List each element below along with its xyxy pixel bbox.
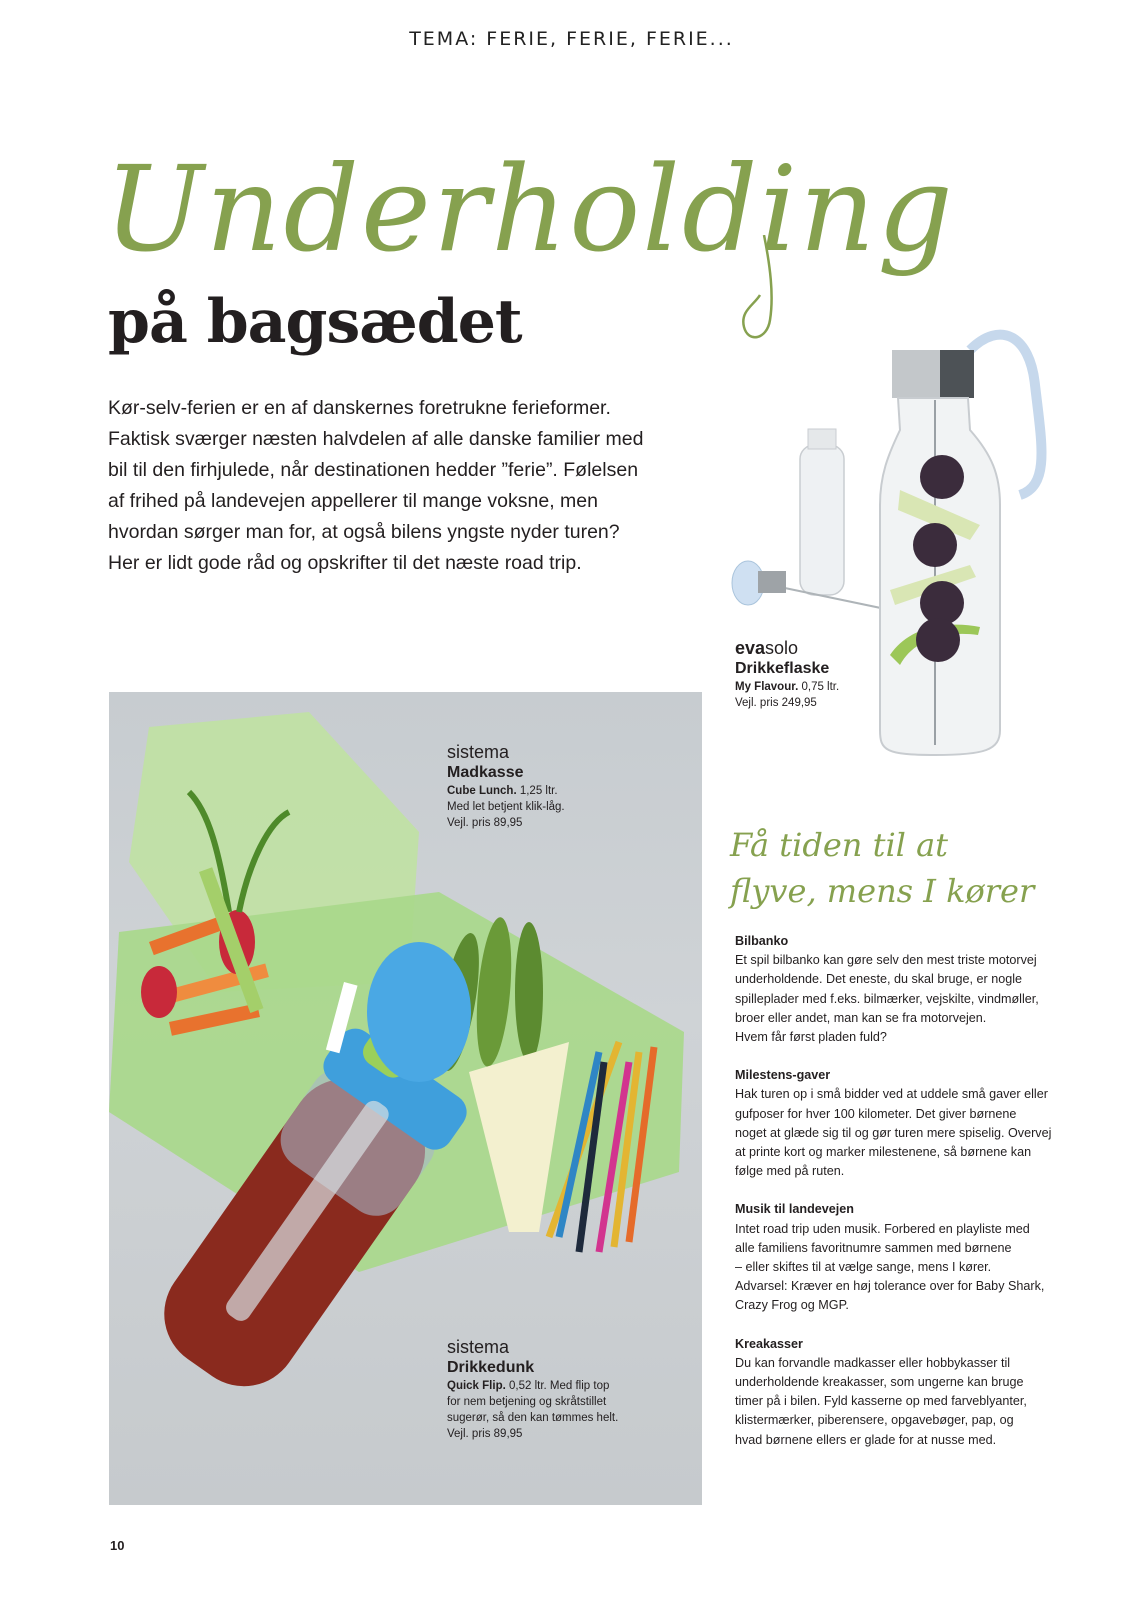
product-description: sugerør, så den kan tømmes helt. xyxy=(447,1412,619,1424)
tip-line: at printe kort og marker milestenene, så børnene kan xyxy=(735,1145,1032,1160)
product-spec xyxy=(447,1378,667,1394)
tip-bilbanko xyxy=(735,932,1055,1047)
product-model: Quick Flip. xyxy=(447,1380,506,1392)
tips-heading-line: Få tiden til at xyxy=(730,826,949,864)
brand-part: solo xyxy=(765,638,799,658)
tip-musik-til-landevejen xyxy=(735,1200,1055,1315)
page-number: 10 xyxy=(110,1538,125,1553)
brand-logo-sistema: sistema xyxy=(447,1337,510,1357)
tip-line: klistermærker, piberensere, opgavebøger, pap, og xyxy=(735,1413,1014,1428)
tip-milestens-gaver xyxy=(735,1066,1055,1181)
tip-line: – eller skiftes til at vælge sange, mens I kører. xyxy=(735,1260,992,1275)
intro-line: Her er lidt gode råd og opskrifter til det næste road trip. xyxy=(108,552,582,574)
tip-line: alle familiens favoritnumre sammen med børnene xyxy=(735,1240,1012,1255)
tips-heading-script xyxy=(730,822,1060,914)
tips-heading-line: flyve, mens I kører xyxy=(730,872,1035,910)
tip-line: Hvem får først pladen fuld? xyxy=(735,1030,887,1045)
title-script: Underholding xyxy=(104,140,955,278)
product-caption-madkasse xyxy=(447,742,667,831)
tip-line: timer på i bilen. Fyld kasserne op med farveblyanter, xyxy=(735,1394,1027,1409)
product-spec xyxy=(447,783,667,799)
product-description: Med let betjent klik-låg. xyxy=(447,801,565,813)
tip-line: Intet road trip uden musik. Forbered en playliste med xyxy=(735,1221,1030,1236)
tip-line: Du kan forvandle madkasser eller hobbykasser til xyxy=(735,1355,1011,1370)
title-serif: på bagsædet xyxy=(108,287,522,357)
tip-line: underholdende. Det eneste, du skal bruge, er nogle xyxy=(735,972,1023,987)
tip-heading: Milestens-gaver xyxy=(735,1068,831,1083)
product-price: Vejl. pris 249,95 xyxy=(735,697,817,709)
tip-line: broer eller andet, man kan se fra motorvejen. xyxy=(735,1010,987,1025)
product-description: for nem betjening og skråtstillet xyxy=(447,1396,607,1408)
tip-line: gufposer for hver 100 kilometer. Det giver børnene xyxy=(735,1106,1017,1121)
product-name: Drikkedunk xyxy=(447,1359,535,1376)
tip-line: følge med på ruten. xyxy=(735,1164,845,1179)
intro-paragraph xyxy=(108,393,648,579)
tip-line: Crazy Frog og MGP. xyxy=(735,1298,849,1313)
brand-logo-evasolo xyxy=(735,638,935,658)
tip-line: spilleplader med f.eks. bilmærker, vejskilte, vindmøller, xyxy=(735,991,1039,1006)
product-price: Vejl. pris 89,95 xyxy=(447,1428,523,1440)
intro-line: hvordan sørger man for, at også bilens yngste nyder turen? xyxy=(108,521,620,543)
tips-list xyxy=(735,932,1055,1469)
tip-line: Advarsel: Kræver en høj tolerance over for Baby Shark, xyxy=(735,1279,1045,1294)
product-price: Vejl. pris 89,95 xyxy=(447,817,523,829)
intro-line: bil til den firhjulede, når destinationen hedder ”ferie”. Følelsen xyxy=(108,459,639,481)
tip-heading: Kreakasser xyxy=(735,1336,803,1351)
product-volume: 0,52 ltr. Med flip top xyxy=(509,1380,610,1392)
product-volume: 1,25 ltr. xyxy=(519,785,558,797)
product-caption-drikkedunk xyxy=(447,1337,667,1442)
product-spec xyxy=(735,679,935,695)
tip-line: Hak turen op i små bidder ved at uddele små gaver eller xyxy=(735,1087,1048,1102)
tip-heading: Bilbanko xyxy=(735,934,789,948)
tip-line: noget at glæde sig til og gør turen mere spiselig. Overvej xyxy=(735,1125,1052,1140)
brand-part: eva xyxy=(735,638,766,658)
tip-kreakasser xyxy=(735,1335,1055,1450)
tip-line: hvad børnene ellers er glade for at nusse med. xyxy=(735,1432,997,1447)
intro-line: Kør-selv-ferien er en af danskernes foretrukne ferieformer. xyxy=(108,397,611,419)
brand-logo-sistema: sistema xyxy=(447,742,510,762)
intro-line: af frihed på landevejen appellerer til mange voksne, men xyxy=(108,490,598,512)
product-name: Drikkeflaske xyxy=(735,660,830,677)
product-model: My Flavour. xyxy=(735,681,799,693)
product-volume: 0,75 ltr. xyxy=(801,681,840,693)
section-kicker: TEMA: FERIE, FERIE, FERIE... xyxy=(409,28,734,50)
intro-line: Faktisk sværger næsten halvdelen af alle danske familier med xyxy=(108,428,644,450)
tip-line: underholdende kreakasser, som ungerne kan bruge xyxy=(735,1375,1024,1390)
product-caption-drikkeflaske xyxy=(735,638,935,711)
product-name: Madkasse xyxy=(447,764,524,781)
tip-line: Et spil bilbanko kan gøre selv den mest triste motorvej xyxy=(735,953,1037,968)
tip-heading: Musik til landevejen xyxy=(735,1202,854,1217)
product-model: Cube Lunch. xyxy=(447,785,517,797)
